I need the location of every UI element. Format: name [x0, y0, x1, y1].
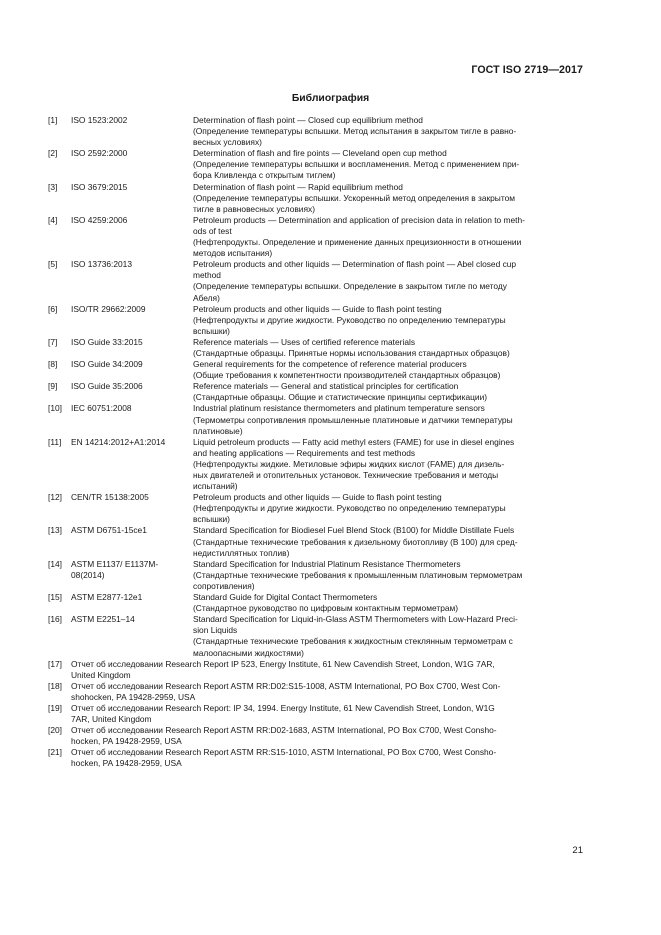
entry-number: [17]: [48, 658, 62, 669]
entry-line: Standard Guide for Digital Contact Thermometers: [193, 592, 378, 603]
entry-number: [10]: [48, 403, 62, 414]
entry-20: [48, 725, 584, 747]
entry-number: [19]: [48, 702, 62, 713]
entry-19: [48, 703, 584, 725]
entry-line: (Стандартное руководство по цифровым контактным термометрам): [193, 603, 459, 614]
entry-number: [20]: [48, 725, 62, 736]
entry-line: Отчет об исследовании Research Report ASTM RR:D02:S15-1008, ASTM International, PO Box C700, West Con-: [71, 680, 501, 691]
entry-text: [193, 182, 584, 215]
entry-number: [2]: [48, 148, 58, 159]
entry-text: [193, 359, 584, 381]
entry-line: вспышки): [193, 514, 230, 525]
entry-reference: ISO 1523:2002: [71, 115, 128, 125]
entry-line: Standard Specification for Industrial Platinum Resistance Thermometers: [193, 558, 461, 569]
entry-line: бора Кливленда с открытым тиглем): [193, 170, 336, 181]
entry-line: sion Liquids: [193, 625, 238, 636]
entry-reference: ASTM E2251–14: [71, 614, 135, 625]
standard-header: ГОСТ ISO 2719—2017: [471, 64, 583, 76]
entry-number: [13]: [48, 525, 62, 536]
entry-text: [193, 337, 584, 359]
entry-7: [48, 337, 584, 359]
entry-number: [6]: [48, 303, 58, 314]
entry-line: hocken, PA 19428-2959, USA: [71, 736, 182, 747]
entry-line: Отчет об исследовании Research Report ASTM RR:D02-1683, ASTM International, PO Box C700, West Conshо-: [71, 725, 497, 736]
entry-15: [48, 592, 584, 614]
entry-line: тигле в равновесных условиях): [193, 203, 315, 214]
entry-number: [9]: [48, 381, 58, 392]
entry-text: [193, 525, 584, 558]
entry-line: 7AR, United Kingdom: [71, 714, 152, 725]
entry-text: [71, 747, 584, 769]
entry-line: методов испытания): [193, 248, 273, 259]
entry-line: Petroleum products and other liquids — Determination of flash point — Abel closed cup: [193, 259, 517, 270]
entry-line: (Термометры сопротивления промышленные платиновые и датчики температуры: [193, 414, 513, 425]
entry-9: [48, 381, 584, 403]
entry-text: [193, 304, 584, 337]
entry-17: [48, 659, 584, 681]
entry-number: [21]: [48, 747, 62, 758]
entry-line: ods of test: [193, 225, 232, 236]
entry-reference: ISO/TR 29662:2009: [71, 303, 146, 314]
entry-text: [193, 403, 584, 436]
entry-12: [48, 492, 584, 525]
entry-11: [48, 437, 584, 492]
entry-reference: ASTM D6751-15ce1: [71, 525, 147, 536]
entry-line: Отчет об исследовании Research Report ASTM RR:S15-1010, ASTM International, PO Box C700, West Conshо-: [71, 747, 497, 758]
entry-line: (Стандартные технические требования к промышленным платиновым термометрам: [193, 569, 523, 580]
entry-reference: ISO Guide 35:2006: [71, 381, 143, 392]
entry-text: [193, 437, 584, 492]
entry-8: [48, 359, 584, 381]
entry-number: [15]: [48, 592, 62, 603]
entry-text: [193, 492, 584, 525]
entry-text: [193, 592, 584, 614]
entry-reference: CEN/TR 15138:2005: [71, 492, 149, 503]
entry-line: Determination of flash point — Rapid equilibrium method: [193, 181, 403, 192]
page-number: 21: [572, 845, 583, 856]
entry-14: [48, 559, 584, 592]
entry-line: and heating applications — Requirements and test methods: [193, 447, 416, 458]
entry-number: [16]: [48, 614, 62, 625]
entry-reference: ASTM E1137/ E1137M-08(2014): [71, 558, 159, 580]
entry-line: (Нефтепродукты и другие жидкости. Руководство по определению температуры: [193, 503, 506, 514]
entry-number: [14]: [48, 558, 62, 569]
entry-line: недистиллятных топлив): [193, 547, 290, 558]
bibliography-title: Библиография: [291, 93, 370, 104]
entry-text: [193, 259, 584, 303]
entry-6: [48, 304, 584, 337]
entry-21: [48, 747, 584, 769]
bibliography-list: [48, 115, 584, 770]
entry-line: hocken, PA 19428-2959, USA: [71, 758, 182, 769]
entry-line: shohocken, PA 19428-2959, USA: [71, 691, 196, 702]
entry-line: Determination of flash and fire points — Cleveland open cup method: [193, 148, 447, 159]
entry-line: ных двигателей и отопительных установок. Технические требования и методы: [193, 470, 499, 480]
entry-number: [11]: [48, 436, 62, 447]
entry-line: Отчет об исследовании Research Report IP 523, Energy Institute, 61 New Cavendish Street, London, W1G 7AR,: [71, 658, 495, 669]
entry-line: сопротивления): [193, 580, 255, 591]
entry-line: (Стандартные образцы. Общие и статистические принципы сертификации): [193, 392, 488, 403]
entry-line: испытаний): [193, 481, 238, 492]
entry-number: [12]: [48, 492, 62, 503]
entry-line: платиновые): [193, 425, 243, 436]
entry-line: Petroleum products and other liquids — Guide to flash point testing: [193, 492, 442, 503]
entry-text: [193, 115, 584, 148]
entry-text: [193, 614, 584, 658]
entry-4: [48, 215, 584, 259]
entry-text: [71, 659, 584, 681]
entry-line: (Определение температуры вспышки. Ускоренный метод определения в закрытом: [193, 192, 515, 203]
entry-reference: ASTM E2877-12e1: [71, 592, 143, 603]
entry-line: (Определение температуры вспышки. Метод испытания в закрытом тигле в равно-: [193, 126, 517, 137]
entry-line: Petroleum products and other liquids — Guide to flash point testing: [193, 303, 442, 314]
entry-line: вспышки): [193, 325, 230, 336]
entry-1: [48, 115, 584, 148]
entry-number: [1]: [48, 115, 58, 125]
entry-line: (Общие требования к компетентности производителей стандартных образцов): [193, 370, 501, 381]
entry-line: (Стандартные технические требования к дизельному биотопливу (B 100) для сред-: [193, 536, 518, 547]
entry-reference: ISO Guide 33:2015: [71, 336, 143, 347]
entry-reference: ISO 3679:2015: [71, 181, 128, 192]
entry-line: (Нефтепродукты и другие жидкости. Руководство по определению температуры: [193, 314, 506, 325]
entry-number: [18]: [48, 680, 62, 691]
entry-line: (Нефтепродукты. Определение и применение данных прецизионности в отношении: [193, 237, 522, 248]
entry-line: Industrial platinum resistance thermometers and platinum temperature sensors: [193, 403, 485, 414]
entry-line: United Kingdom: [71, 669, 131, 680]
entry-line: Standard Specification for Liquid-in-Glass ASTM Thermometers with Low-Hazard Preci-: [193, 614, 518, 625]
entry-reference: ISO Guide 34:2009: [71, 359, 143, 370]
entry-2: [48, 148, 584, 181]
entry-line: Liquid petroleum products — Fatty acid methyl esters (FAME) for use in diesel engines: [193, 436, 515, 447]
entry-line: Standard Specification for Biodiesel Fuel Blend Stock (B100) for Middle Distillate Fuels: [193, 525, 515, 536]
entry-line: (Определение температуры вспышки и воспламенения. Метод с применением при-: [193, 159, 520, 170]
entry-3: [48, 182, 584, 215]
entry-text: [71, 725, 584, 747]
entry-line: (Стандартные технические требования к жидкостным стеклянным термометрам с: [193, 636, 513, 647]
entry-18: [48, 681, 584, 703]
entry-line: весных условиях): [193, 137, 262, 148]
entry-reference: EN 14214:2012+A1:2014: [71, 436, 166, 447]
entry-text: [71, 681, 584, 703]
entry-text: [193, 381, 584, 403]
entry-text: [193, 148, 584, 181]
entry-line: General requirements for the competence of reference material producers: [193, 359, 467, 370]
entry-reference: IEC 60751:2008: [71, 403, 132, 414]
entry-reference: ISO 13736:2013: [71, 259, 133, 270]
entry-line: (Стандартные образцы. Принятые нормы использования стандартных образцов): [193, 347, 510, 358]
entry-line: малоопасными жидкостями): [193, 647, 304, 658]
entry-number: [5]: [48, 259, 58, 270]
entry-number: [7]: [48, 336, 58, 347]
entry-number: [4]: [48, 214, 58, 225]
entry-13: [48, 525, 584, 558]
entry-line: method: [193, 270, 221, 281]
entry-text: [193, 215, 584, 259]
entry-10: [48, 403, 584, 436]
entry-text: [71, 703, 584, 725]
entry-16: [48, 614, 584, 658]
entry-reference: ISO 2592:2000: [71, 148, 128, 159]
entry-line: Determination of flash point — Closed cup equilibrium method: [193, 115, 423, 125]
entry-line: Абеля): [193, 292, 220, 303]
entry-reference: ISO 4259:2006: [71, 214, 128, 225]
entry-line: Reference materials — Uses of certified reference materials: [193, 336, 416, 347]
entry-line: (Нефтепродукты жидкие. Метиловые эфиры жидких кислот (FAME) для дизель-: [193, 458, 505, 469]
entry-number: [3]: [48, 181, 58, 192]
entry-line: Reference materials — General and statistical principles for certification: [193, 381, 459, 392]
entry-number: [8]: [48, 359, 58, 370]
entry-line: Отчет об исследовании Research Report: IP 34, 1994. Energy Institute, 61 New Cavendish Street, London, W1G: [71, 702, 495, 713]
entry-text: [193, 559, 584, 592]
entry-5: [48, 259, 584, 303]
entry-line: (Определение температуры вспышки. Определение в закрытом тигле по методу: [193, 281, 507, 292]
entry-line: Petroleum products — Determination and application of precision data in relation to meth-: [193, 214, 525, 225]
